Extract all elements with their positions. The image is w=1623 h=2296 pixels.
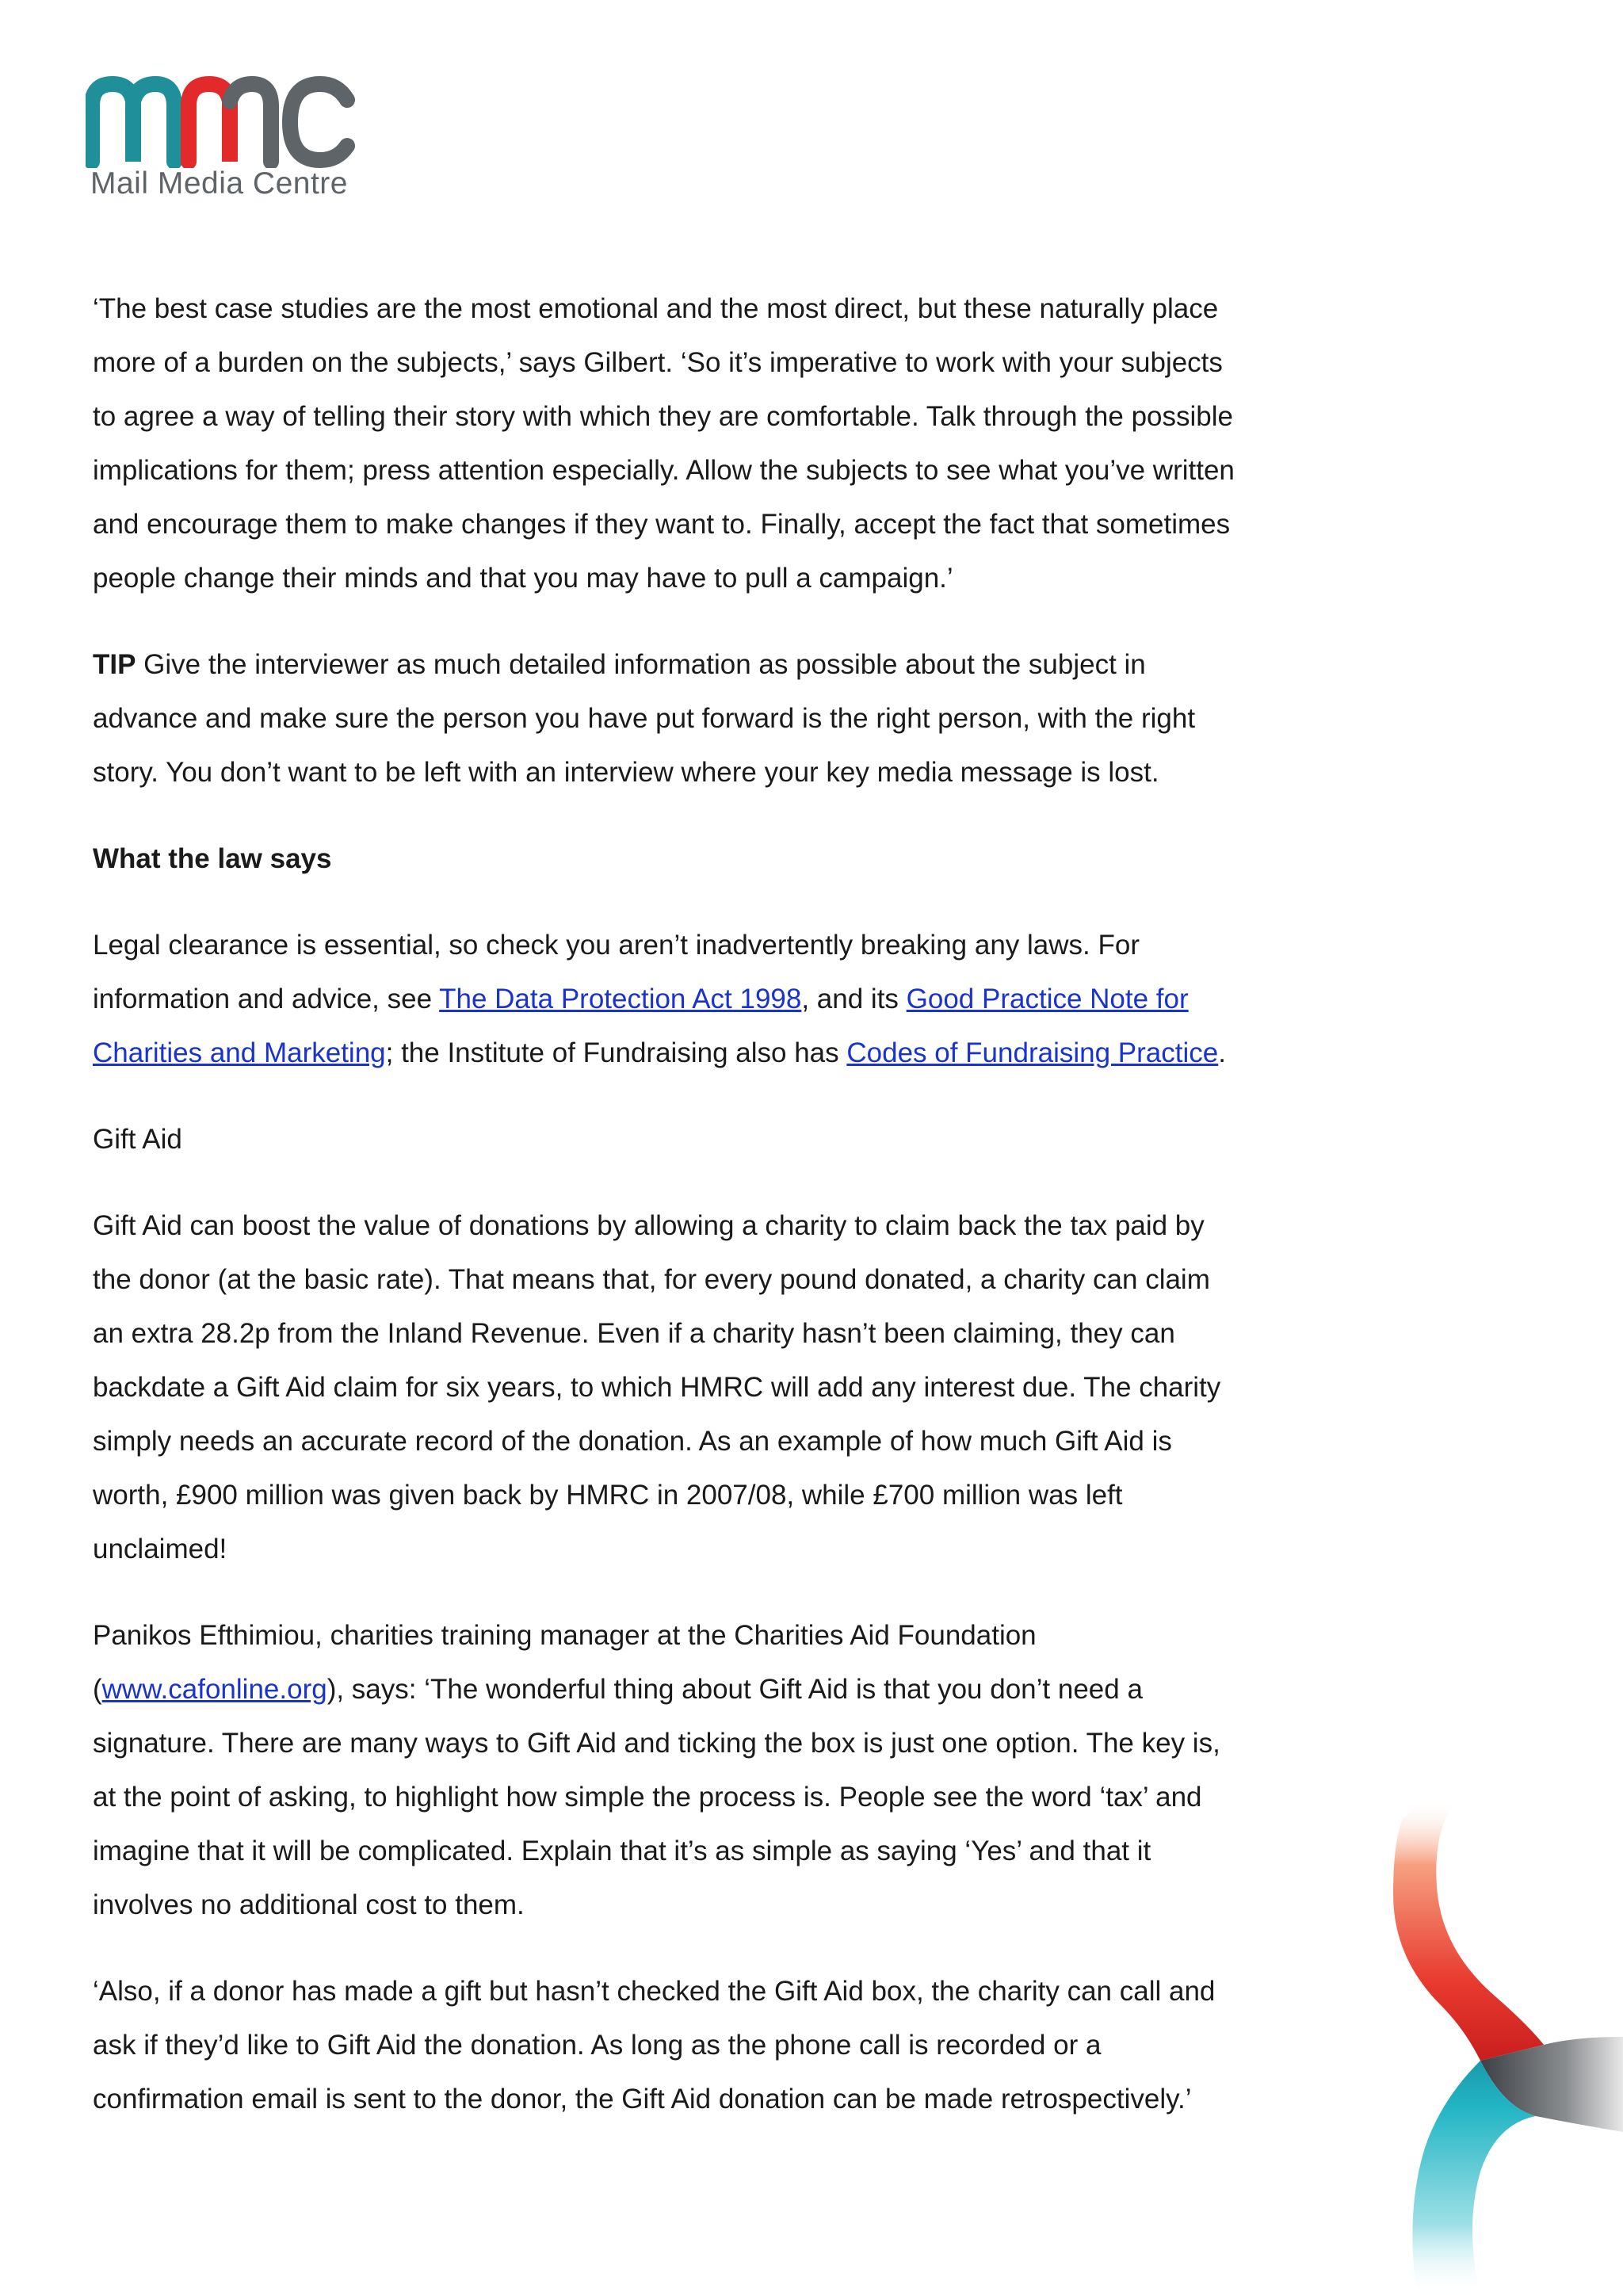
link-codes-of-fundraising-practice[interactable]: Codes of Fundraising Practice (846, 1037, 1219, 1068)
mail-media-centre-logo (86, 73, 359, 212)
legal-text-end: . (1218, 1037, 1226, 1068)
panikos-text-intro: Panikos Efthimiou, charities training manager at the Charities Aid Foundation ( (93, 1620, 1037, 1705)
decorative-swirl-graphic (1361, 1799, 1623, 2296)
mmc-logo-mark (86, 73, 359, 168)
heading-gift-aid: Gift Aid (93, 1124, 182, 1155)
logo-text: Mail Media Centre (90, 166, 348, 201)
link-good-practice-note[interactable]: Good Practice Note for Charities and Marketing (93, 984, 1189, 1068)
paragraph-tip (93, 638, 1242, 800)
article-body (93, 282, 1242, 2159)
paragraph-gilbert-quote: ‘The best case studies are the most emotional and the most direct, but these naturally place more of a burden on the subjects,’ says Gilbert. ‘So it’s imperative to work with your subjects to agree a way of telling their story with which they are comfortable. Talk through the possible implications for them; press attention especially. Allow the subjects to see what you’ve written and encourage them to make changes if they want to. Finally, accept the fact that sometimes people change their minds and that you may have to pull a campaign.’ (93, 293, 1235, 594)
paragraph-legal (93, 919, 1242, 1080)
legal-text-mid: , and its (801, 984, 907, 1014)
panikos-text-rest: ), says: ‘The wonderful thing about Gift Aid is that you don’t need a signature. There are many ways to Gift Aid and ticking the box is just one option. The key is, at the point of asking, to highlight how simple the process is. People see the word ‘tax’ and imagine that it will be complicated. Explain that it’s as simple as saying ‘Yes’ and that it involves no additional cost to them. (93, 1674, 1220, 1920)
tip-label: TIP (93, 649, 136, 680)
heading-what-the-law-says: What the law says (93, 843, 332, 874)
paragraph-panikos-quote (93, 1609, 1242, 1932)
paragraph-gift-aid: Gift Aid can boost the value of donations by allowing a charity to claim back the tax paid by the donor (at the basic rate). That means that, for every pound donated, a charity can claim an extra 28.2p from the Inland Revenue. Even if a charity hasn’t been claiming, they can backdate a Gift Aid claim for six years, to which HMRC will add any interest due. The charity simply needs an accurate record of the donation. As an example of how much Gift Aid is worth, £900 million was given back by HMRC in 2007/08, while £700 million was left unclaimed! (93, 1210, 1221, 1564)
link-data-protection-act[interactable]: The Data Protection Act 1998 (439, 984, 802, 1014)
legal-text-mid2: ; the Institute of Fundraising also has (385, 1037, 847, 1068)
link-cafonline[interactable]: www.cafonline.org (101, 1674, 327, 1705)
paragraph-final-quote: ‘Also, if a donor has made a gift but hasn’t checked the Gift Aid box, the charity can call and ask if they’d like to Gift Aid the donation. As long as the phone call is recorded or a confirmation email is sent to the donor, the Gift Aid donation can be made retrospectively.’ (93, 1976, 1216, 2115)
legal-text-intro: Legal clearance is essential, so check you aren’t inadvertently breaking any laws. For information and advice, see (93, 930, 1140, 1014)
tip-text: Give the interviewer as much detailed information as possible about the subject in advance and make sure the person you have put forward is the right person, with the right story. You don’t want to be left with an interview where your key media message is lost. (93, 649, 1196, 788)
